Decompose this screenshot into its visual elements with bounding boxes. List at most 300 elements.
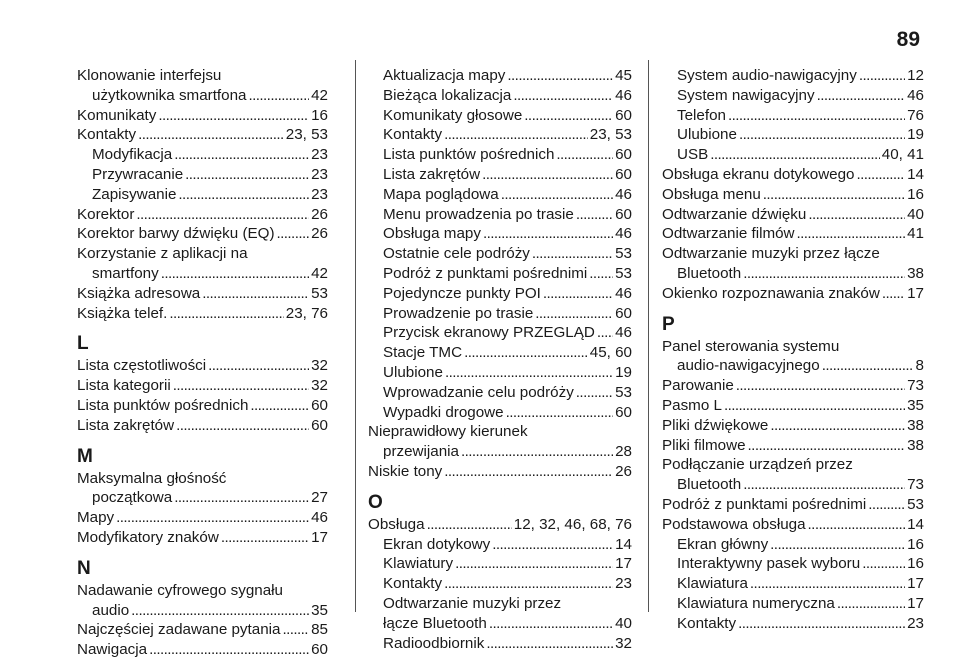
index-entry-label: Klawiatura numeryczna [677, 594, 835, 612]
index-entry-pages: 53 [907, 495, 924, 513]
index-entry-label: Lista kategorii [77, 377, 171, 395]
index-entry [662, 535, 924, 555]
index-entry-label: smartfony [92, 264, 159, 282]
dot-leader [535, 304, 613, 324]
section-letter: L [77, 333, 89, 355]
index-entry-pages: 23, 76 [285, 304, 328, 322]
index-entry-pages: 60 [615, 304, 632, 322]
dot-leader [138, 125, 284, 145]
index-entry-pages: 38 [907, 264, 924, 282]
index-entry-label: Stacje TMC [383, 344, 463, 362]
index-entry-pages: 60 [615, 146, 632, 164]
index-entry [77, 205, 328, 225]
index-entry-label: Komunikaty [77, 106, 157, 124]
index-entry [368, 614, 632, 634]
index-entry-label: Odtwarzanie dźwięku [662, 205, 807, 223]
index-entry [368, 145, 632, 165]
index-entry-pages: 23, 53 [589, 126, 632, 144]
index-entry [368, 574, 632, 594]
index-entry [77, 165, 328, 185]
index-entry-pages: 46 [615, 86, 632, 104]
index-entry [368, 304, 632, 324]
index-entry [77, 396, 328, 416]
dot-leader [710, 145, 880, 165]
index-entry [368, 462, 632, 482]
index-entry [77, 376, 328, 396]
index-entry-label: Lista częstotliwości [77, 357, 207, 375]
index-entry [77, 620, 328, 640]
dot-leader [208, 356, 309, 376]
index-entry-label: Ulubione [383, 363, 443, 381]
index-entry-pages: 60 [615, 205, 632, 223]
dot-leader [868, 495, 905, 515]
index-entry-label: Lista punktów pośrednich [383, 146, 555, 164]
index-entry-pages: 17 [615, 555, 632, 573]
index-entry [368, 403, 632, 423]
index-entry-label: Radioodbiornik [383, 634, 485, 652]
index-entry-pages: 32 [311, 357, 328, 375]
index-entry-label: łącze Bluetooth [383, 614, 487, 632]
index-entry-pages: 40, 41 [881, 146, 924, 164]
index-entry-label: Pliki filmowe [662, 436, 746, 454]
index-heading: Odtwarzanie muzyki przez łącze [662, 245, 880, 263]
index-entry-pages: 16 [311, 106, 328, 124]
index-entry [77, 86, 328, 106]
index-entry-pages: 12 [907, 67, 924, 84]
index-entry-pages: 42 [311, 264, 328, 282]
index-entry-pages: 46 [311, 509, 328, 527]
dot-leader [149, 640, 309, 660]
index-entry-label: Lista zakrętów [77, 416, 175, 434]
index-entry [368, 106, 632, 126]
index-entry [77, 106, 328, 126]
index-entry-label: Obsługa mapy [383, 225, 481, 243]
index-entry [368, 634, 632, 654]
index-heading: Podłączanie urządzeń przez [662, 456, 853, 474]
index-entry-label: Lista punktów pośrednich [77, 396, 249, 414]
index-entry-pages: 32 [615, 634, 632, 652]
index-entry-label: Mapa poglądowa [383, 185, 499, 203]
index-entry-pages: 26 [311, 205, 328, 223]
index-entry-pages: 35 [907, 396, 924, 414]
dot-leader [221, 528, 309, 548]
index-entry-label: Klawiatury [383, 555, 454, 573]
index-entry-label: Odtwarzanie filmów [662, 225, 795, 243]
index-entry-label: Korektor barwy dźwięku (EQ) [77, 225, 275, 243]
dot-leader [277, 224, 310, 244]
index-column-2 [368, 66, 632, 653]
dot-leader [739, 125, 905, 145]
index-entry-label: Przywracanie [92, 165, 184, 183]
index-entry [662, 436, 924, 456]
index-entry-pages: 41 [907, 225, 924, 243]
index-entry [662, 165, 924, 185]
dot-leader [248, 86, 309, 106]
page-number: 89 [896, 28, 920, 51]
index-entry-label: Klawiatura [677, 575, 748, 593]
index-heading: Odtwarzanie muzyki przez [383, 594, 562, 612]
index-entry-label: Wprowadzanie celu podróży [383, 383, 574, 401]
index-entry-pages: 46 [615, 324, 632, 342]
index-entry-pages: 23 [311, 146, 328, 164]
dot-leader [174, 145, 309, 165]
index-entry [77, 356, 328, 376]
index-entry [368, 554, 632, 574]
dot-leader [444, 125, 588, 145]
index-entry [662, 185, 924, 205]
dot-leader [728, 106, 905, 126]
index-entry-label: Kontakty [383, 575, 443, 593]
index-entry [368, 205, 632, 225]
dot-leader [464, 343, 588, 363]
index-heading: Klonowanie interfejsu [77, 67, 222, 84]
index-entry-label: Kontakty [677, 614, 737, 632]
index-entry-pages: 14 [615, 535, 632, 553]
index-entry-label: Przycisk ekranowy PRZEGLĄD [383, 324, 595, 342]
index-entry [77, 145, 328, 165]
index-entry-label: Telefon [677, 106, 726, 124]
index-entry-label: Książka adresowa [77, 284, 201, 302]
dot-leader [501, 185, 613, 205]
index-entry [662, 515, 924, 535]
index-entry [662, 574, 924, 594]
index-entry-pages: 60 [311, 416, 328, 434]
index-entry [77, 488, 328, 508]
index-entry [368, 224, 632, 244]
index-entry [77, 224, 328, 244]
dot-leader [427, 515, 512, 535]
index-entry [77, 601, 328, 621]
index-entry-label: Zapisywanie [92, 185, 177, 203]
index-entry-label: Podróż z punktami pośrednimi [383, 264, 588, 282]
index-entry [662, 145, 924, 165]
dot-leader [797, 224, 906, 244]
index-entry [77, 416, 328, 436]
index-entry-pages: 53 [615, 264, 632, 282]
dot-leader [178, 185, 309, 205]
index-entry-pages: 8 [915, 357, 924, 375]
dot-leader [817, 86, 906, 106]
index-entry-label: Aktualizacja mapy [383, 67, 506, 84]
dot-leader [556, 145, 613, 165]
index-entry-label: Modyfikacja [92, 146, 173, 164]
index-entry [662, 356, 924, 376]
dot-leader [743, 475, 905, 495]
dot-leader [506, 403, 614, 423]
dot-leader [589, 264, 613, 284]
index-entry-pages: 27 [311, 489, 328, 507]
dot-leader [859, 66, 905, 86]
index-entry-label: Podstawowa obsługa [662, 515, 806, 533]
index-entry [77, 528, 328, 548]
index-entry [368, 264, 632, 284]
index-entry-pages: 32 [311, 377, 328, 395]
index-entry [77, 640, 328, 660]
index-entry [662, 106, 924, 126]
dot-leader [576, 383, 613, 403]
dot-leader [444, 574, 613, 594]
dot-leader [282, 620, 309, 640]
dot-leader [174, 488, 309, 508]
dot-leader [743, 264, 905, 284]
dot-leader [486, 634, 613, 654]
index-entry-label: Bluetooth [677, 476, 742, 494]
index-entry-label: Pojedyncze punkty POI [383, 284, 541, 302]
index-entry-label: Bieżąca lokalizacja [383, 86, 512, 104]
index-entry-label: Komunikaty głosowe [383, 106, 523, 124]
dot-leader [161, 264, 309, 284]
index-column-3 [662, 66, 924, 634]
dot-leader [169, 304, 283, 324]
dot-leader [507, 66, 613, 86]
index-entry-pages: 60 [311, 641, 328, 659]
index-entry [368, 535, 632, 555]
index-entry-label: Parowanie [662, 377, 734, 395]
dot-leader [116, 508, 309, 528]
index-entry-label: audio-nawigacyjnego [677, 357, 820, 375]
index-heading: Maksymalna głośność [77, 469, 227, 487]
index-entry-pages: 14 [907, 515, 924, 533]
index-entry [77, 304, 328, 324]
index-entry [368, 125, 632, 145]
dot-leader [131, 601, 309, 621]
index-entry-pages: 23, 53 [285, 126, 328, 144]
index-entry-pages: 23 [907, 614, 924, 632]
index-heading: Nieprawidłowy kierunek [368, 423, 528, 441]
index-column-1 [77, 66, 328, 660]
index-entry-pages: 16 [907, 185, 924, 203]
index-entry-pages: 85 [311, 621, 328, 639]
index-entry-pages: 60 [311, 396, 328, 414]
dot-leader [445, 363, 613, 383]
index-entry-label: System nawigacyjny [677, 86, 815, 104]
dot-leader [770, 535, 905, 555]
dot-leader [483, 224, 613, 244]
index-entry-pages: 26 [311, 225, 328, 243]
dot-leader [770, 416, 905, 436]
index-entry [368, 363, 632, 383]
dot-leader [136, 205, 309, 225]
dot-leader [455, 554, 613, 574]
index-entry-pages: 46 [907, 86, 924, 104]
index-entry-pages: 60 [615, 165, 632, 183]
index-entry [77, 125, 328, 145]
section-letter: O [368, 491, 383, 513]
index-entry-pages: 73 [907, 377, 924, 395]
dot-leader [543, 284, 613, 304]
index-entry-pages: 26 [615, 462, 632, 480]
index-entry-label: początkowa [92, 489, 173, 507]
index-heading: Nadawanie cyfrowego sygnału [77, 581, 283, 599]
index-entry-pages: 17 [311, 528, 328, 546]
index-entry-pages: 46 [615, 185, 632, 203]
dot-leader [738, 614, 905, 634]
index-entry-pages: 60 [615, 106, 632, 124]
index-entry-label: użytkownika smartfona [92, 86, 247, 104]
dot-leader [808, 205, 905, 225]
index-entry-pages: 23 [311, 165, 328, 183]
index-entry [77, 508, 328, 528]
index-entry [662, 205, 924, 225]
index-entry-label: Podróż z punktami pośrednimi [662, 495, 867, 513]
column-divider-right [648, 60, 649, 612]
index-entry-label: Ekran główny [677, 535, 769, 553]
dot-leader [250, 396, 309, 416]
index-entry-label: Okienko rozpoznawania znaków [662, 284, 880, 302]
dot-leader [444, 462, 613, 482]
index-entry-pages: 14 [907, 165, 924, 183]
index-entry [662, 475, 924, 495]
dot-leader [492, 535, 613, 555]
index-entry [662, 495, 924, 515]
index-entry [368, 442, 632, 462]
index-entry-label: Niskie tony [368, 462, 443, 480]
column-divider-left [355, 60, 356, 612]
section-letter: N [77, 557, 91, 579]
index-entry-pages: 38 [907, 436, 924, 454]
dot-leader [461, 442, 613, 462]
dot-leader [489, 614, 613, 634]
index-entry-pages: 17 [907, 575, 924, 593]
dot-leader [576, 205, 613, 225]
index-entry-pages: 40 [615, 614, 632, 632]
index-entry-pages: 12, 32, 46, 68, 76 [513, 515, 632, 533]
index-entry-pages: 60 [615, 403, 632, 421]
dot-leader [748, 436, 906, 456]
index-entry-pages: 45 [615, 67, 632, 84]
dot-leader [862, 554, 905, 574]
index-entry [368, 185, 632, 205]
index-entry [662, 614, 924, 634]
index-entry-pages: 19 [907, 126, 924, 144]
index-entry [368, 515, 632, 535]
index-entry-pages: 28 [615, 443, 632, 461]
index-entry [368, 284, 632, 304]
index-entry-label: Ostatnie cele podróży [383, 245, 530, 263]
index-entry-pages: 45, 60 [589, 344, 632, 362]
index-entry [368, 66, 632, 86]
index-entry [662, 125, 924, 145]
index-entry-label: Interaktywny pasek wyboru [677, 555, 861, 573]
index-entry-pages: 16 [907, 535, 924, 553]
index-entry-label: Pasmo L [662, 396, 722, 414]
index-entry [662, 416, 924, 436]
index-entry-label: Wypadki drogowe [383, 403, 504, 421]
dot-leader [158, 106, 309, 126]
dot-leader [202, 284, 309, 304]
index-entry-label: Ekran dotykowy [383, 535, 491, 553]
dot-leader [837, 594, 905, 614]
index-entry [662, 396, 924, 416]
index-entry-pages: 53 [615, 383, 632, 401]
index-entry-label: Obsługa [368, 515, 425, 533]
index-entry-label: Kontakty [77, 126, 137, 144]
index-entry-label: Bluetooth [677, 264, 742, 282]
index-entry [662, 554, 924, 574]
index-entry-label: Modyfikatory znaków [77, 528, 219, 546]
dot-leader [176, 416, 309, 436]
index-entry [368, 165, 632, 185]
index-entry-label: Obsługa ekranu dotykowego [662, 165, 855, 183]
index-entry-pages: 53 [615, 245, 632, 263]
dot-leader [822, 356, 914, 376]
dot-leader [750, 574, 905, 594]
index-entry-pages: 17 [907, 284, 924, 302]
index-entry-label: USB [677, 146, 709, 164]
section-letter: P [662, 313, 675, 335]
index-heading: Korzystanie z aplikacji na [77, 245, 248, 263]
index-entry-pages: 35 [311, 601, 328, 619]
index-entry-label: Ulubione [677, 126, 737, 144]
index-entry-pages: 53 [311, 284, 328, 302]
index-entry-pages: 38 [907, 416, 924, 434]
index-entry [662, 264, 924, 284]
index-entry-pages: 17 [907, 594, 924, 612]
index-entry-pages: 16 [907, 555, 924, 573]
index-entry [662, 284, 924, 304]
dot-leader [808, 515, 906, 535]
index-entry-pages: 19 [615, 363, 632, 381]
index-entry-label: Nawigacja [77, 641, 148, 659]
index-entry [662, 376, 924, 396]
index-entry-label: Prowadzenie po trasie [383, 304, 534, 322]
index-entry-label: Korektor [77, 205, 135, 223]
dot-leader [857, 165, 906, 185]
index-entry-pages: 46 [615, 284, 632, 302]
index-entry-label: Obsługa menu [662, 185, 761, 203]
dot-leader [185, 165, 309, 185]
index-entry-pages: 40 [907, 205, 924, 223]
index-heading: Panel sterowania systemu [662, 337, 840, 355]
index-entry [368, 323, 632, 343]
index-entry [77, 264, 328, 284]
index-entry [368, 86, 632, 106]
index-entry-label: Mapy [77, 509, 115, 527]
index-entry-pages: 76 [907, 106, 924, 124]
index-entry [368, 343, 632, 363]
index-entry-pages: 23 [615, 575, 632, 593]
index-entry [662, 224, 924, 244]
index-entry-label: audio [92, 601, 130, 619]
dot-leader [173, 376, 309, 396]
index-entry-pages: 73 [907, 476, 924, 494]
index-entry-label: Lista zakrętów [383, 165, 481, 183]
index-entry-label: System audio-nawigacyjny [677, 67, 857, 84]
dot-leader [482, 165, 613, 185]
dot-leader [724, 396, 905, 416]
index-entry-label: Kontakty [383, 126, 443, 144]
index-entry [662, 594, 924, 614]
dot-leader [513, 86, 613, 106]
section-letter: M [77, 445, 93, 467]
index-entry-pages: 23 [311, 185, 328, 203]
dot-leader [736, 376, 905, 396]
index-entry-label: Menu prowadzenia po trasie [383, 205, 574, 223]
index-entry [368, 383, 632, 403]
index-entry-pages: 46 [615, 225, 632, 243]
dot-leader [524, 106, 613, 126]
index-entry [662, 66, 924, 86]
dot-leader [532, 244, 613, 264]
index-entry-label: Najczęściej zadawane pytania [77, 621, 281, 639]
index-entry [77, 284, 328, 304]
index-entry-label: Pliki dźwiękowe [662, 416, 769, 434]
dot-leader [882, 284, 905, 304]
dot-leader [763, 185, 905, 205]
index-entry [77, 185, 328, 205]
index-entry-label: Książka telef. [77, 304, 168, 322]
index-entry-label: przewijania [383, 443, 459, 461]
